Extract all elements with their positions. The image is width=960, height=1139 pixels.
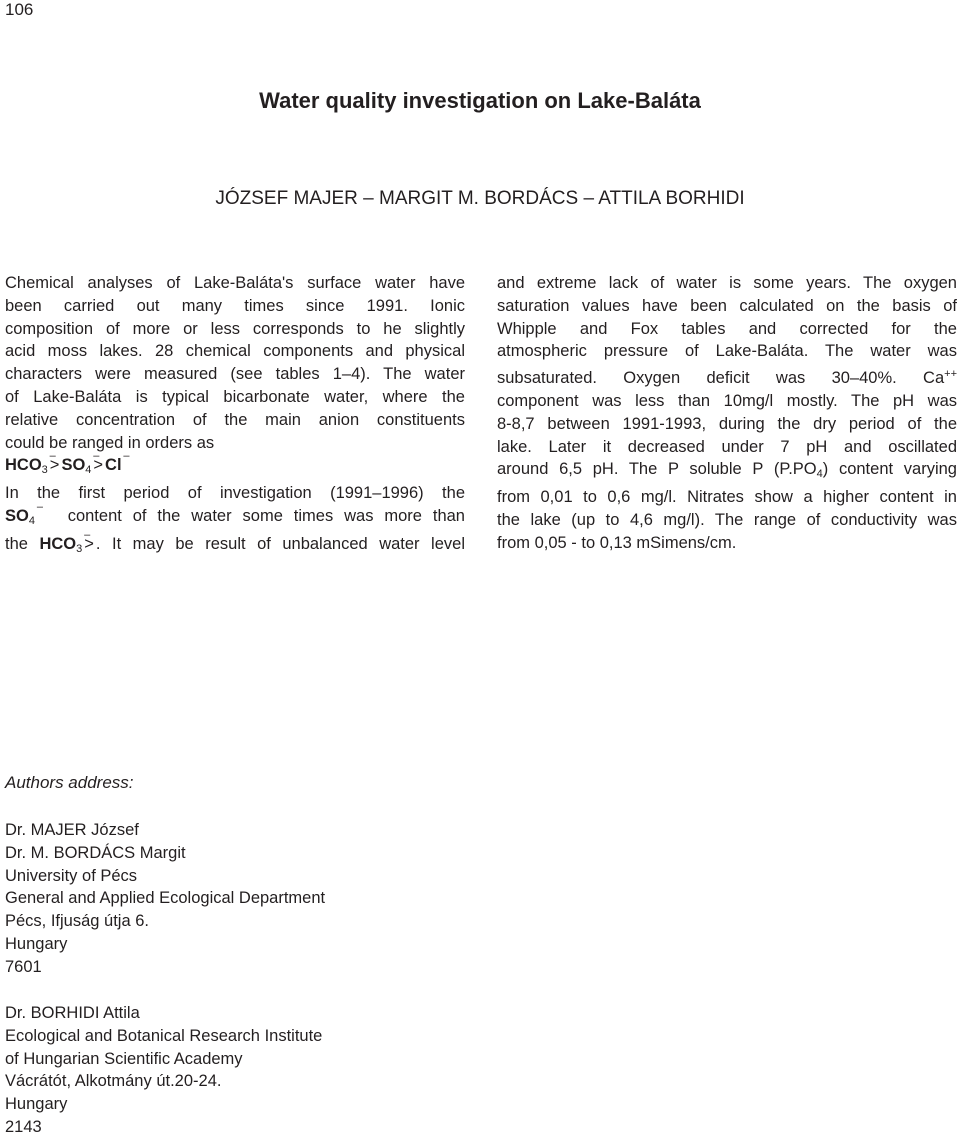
address-line: 7601: [5, 957, 42, 976]
ion-so4: $SO_4$ –: [61, 456, 91, 474]
text-line: Whipple and Fox tables and corrected for the: [497, 319, 957, 338]
text-line: lake. Later it decreased under 7 pH and oscillated: [497, 437, 957, 456]
address-line: Ecological and Botanical Research Institute: [5, 1026, 323, 1045]
text-line: In the first period of investigation (1991–1996) the: [5, 484, 465, 503]
abstract-left-column: [5, 272, 465, 561]
address-line: Dr. MAJER József: [5, 821, 139, 839]
ion-hco3-inline: $HCO_3$ –: [39, 535, 82, 553]
text-line: 8-8,7 between 1991-1993, during the dry period of the: [497, 414, 957, 433]
text-line: and extreme lack of water is some years. The oxygen: [497, 274, 957, 292]
page-number: 106: [5, 0, 34, 19]
paper-title: Water quality investigation on Lake-Baláta: [259, 88, 701, 113]
text-line: been carried out many times since 1991. Ionic: [5, 296, 465, 315]
address-line: Vácrátót, Alkotmány út.20-24.: [5, 1072, 222, 1091]
ion-cl: Cl –: [105, 456, 122, 474]
text-line-hco3: the $HCO_3$ – > . It may be result of unbalanced water level: [5, 533, 465, 561]
text-line-ca: subsaturated. Oxygen deficit was 30–40%. Ca++: [497, 368, 957, 388]
address-line: Hungary: [5, 934, 68, 953]
text-line: characters were measured (see tables 1–4). The water: [5, 365, 465, 384]
address-line: Dr. M. BORDÁCS Margit: [5, 843, 186, 862]
address-line: Dr. BORHIDI Attila: [5, 1004, 140, 1022]
address-block-majer-bordacs: [5, 819, 325, 979]
address-line: of Hungarian Scientific Academy: [5, 1049, 243, 1068]
text-line: component was less than 10mg/l mostly. The pH was: [497, 391, 957, 410]
text-line: saturation values have been calculated on the basis of: [497, 296, 957, 315]
address-line: 2143: [5, 1117, 42, 1136]
address-line: University of Pécs: [5, 866, 138, 885]
text-line: Chemical analyses of Lake-Baláta's surface water have: [5, 274, 465, 292]
text-line: of Lake-Baláta is typical bicarbonate water, where the: [5, 387, 465, 406]
address-line: Hungary: [5, 1095, 68, 1114]
text-line-so4: $SO_4$ – content of the water some times was more than: [5, 505, 465, 533]
text-line-po4: around 6,5 pH. The P soluble P $(P.PO_4)$ content varying: [497, 460, 957, 481]
text-line: relative concentration of the main anion constituents: [5, 410, 465, 429]
ion-so4-inline: $SO_4$ –: [5, 507, 35, 525]
text-line: from 0,05 - to 0,13 mSimens/cm.: [497, 533, 737, 552]
text-line: could be ranged in orders as: [5, 433, 215, 452]
authors-address-heading: Authors address:: [5, 773, 134, 792]
address-block-borhidi: [5, 1002, 322, 1139]
ion-hco3: $HCO_3$ –: [5, 456, 48, 474]
text-line: atmospheric pressure of Lake-Baláta. The water was: [497, 342, 957, 361]
abstract-right-column: [497, 272, 957, 555]
anion-order-formula: $HCO_3$ – > $SO_4$ – > Cl –: [5, 454, 465, 482]
text-line: acid moss lakes. 28 chemical components and physical: [5, 342, 465, 361]
text-line: from 0,01 to 0,6 mg/l. Nitrates show a higher content in: [497, 488, 957, 507]
text-line: composition of more or less corresponds to he slightly: [5, 319, 465, 338]
text-line: the lake (up to 4,6 mg/l). The range of conductivity was: [497, 510, 957, 529]
address-line: Pécs, Ifjuság útja 6.: [5, 912, 149, 931]
author-list: JÓZSEF MAJER – MARGIT M. BORDÁCS – ATTILA BORHIDI: [215, 188, 745, 209]
address-line: General and Applied Ecological Department: [5, 889, 326, 908]
